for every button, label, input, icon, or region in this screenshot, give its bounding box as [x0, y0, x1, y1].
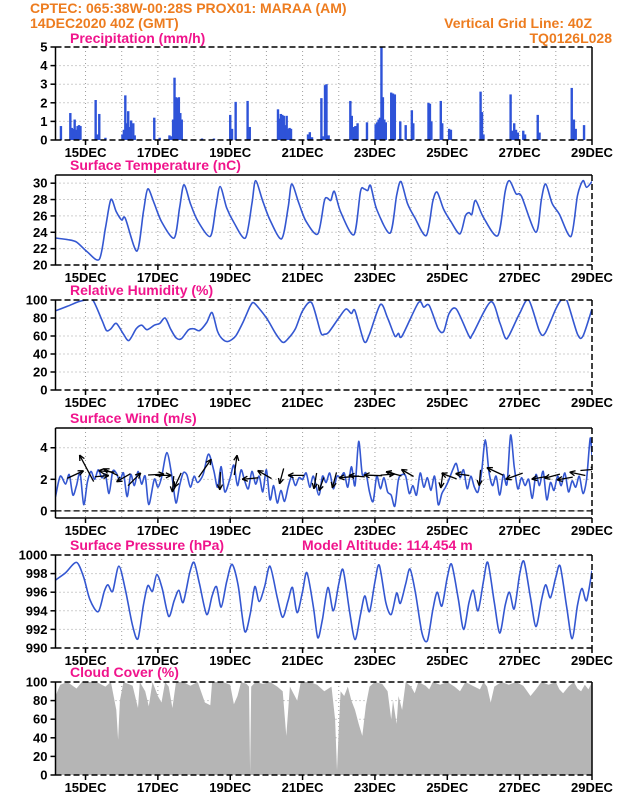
svg-text:992: 992	[25, 621, 48, 637]
header-station-line: CPTEC: 065:38W-00:28S PROX01: MARAA (AM)	[30, 0, 347, 16]
svg-text:60: 60	[33, 711, 48, 727]
svg-text:23DEC: 23DEC	[353, 145, 396, 160]
svg-text:19DEC: 19DEC	[209, 145, 252, 160]
svg-text:24: 24	[33, 224, 48, 240]
svg-text:15DEC: 15DEC	[64, 395, 107, 410]
header-run-datetime: 14DEC2020 40Z (GMT)	[30, 15, 179, 31]
svg-text:29DEC: 29DEC	[571, 145, 613, 160]
svg-text:998: 998	[25, 566, 48, 582]
svg-text:21DEC: 21DEC	[281, 653, 324, 668]
svg-text:27DEC: 27DEC	[498, 270, 541, 285]
svg-text:29DEC: 29DEC	[571, 653, 613, 668]
svg-text:5: 5	[40, 39, 48, 55]
svg-text:25DEC: 25DEC	[426, 653, 469, 668]
svg-text:994: 994	[25, 603, 48, 619]
svg-text:23DEC: 23DEC	[353, 653, 396, 668]
svg-text:29DEC: 29DEC	[571, 523, 613, 538]
svg-text:25DEC: 25DEC	[426, 395, 469, 410]
svg-text:1000: 1000	[18, 547, 48, 563]
svg-text:27DEC: 27DEC	[498, 523, 541, 538]
svg-text:19DEC: 19DEC	[209, 270, 252, 285]
svg-text:27DEC: 27DEC	[498, 395, 541, 410]
svg-text:17DEC: 17DEC	[136, 395, 179, 410]
panel-surface-wind	[40, 428, 613, 538]
svg-text:27DEC: 27DEC	[498, 780, 541, 795]
svg-text:29DEC: 29DEC	[571, 395, 613, 410]
svg-text:0: 0	[40, 503, 48, 519]
svg-text:0: 0	[40, 382, 48, 398]
svg-text:21DEC: 21DEC	[281, 145, 324, 160]
svg-text:100: 100	[25, 674, 48, 690]
svg-text:25DEC: 25DEC	[426, 523, 469, 538]
svg-text:23DEC: 23DEC	[353, 780, 396, 795]
cloud-cover-title: Cloud Cover (%)	[70, 664, 179, 680]
svg-text:3: 3	[40, 76, 48, 92]
svg-text:23DEC: 23DEC	[353, 395, 396, 410]
svg-text:25DEC: 25DEC	[426, 780, 469, 795]
svg-text:100: 100	[25, 292, 48, 308]
svg-text:19DEC: 19DEC	[209, 523, 252, 538]
svg-text:80: 80	[33, 693, 48, 709]
svg-text:20: 20	[33, 364, 48, 380]
svg-text:15DEC: 15DEC	[64, 523, 107, 538]
header-grid-line-note: Vertical Grid Line: 40Z	[444, 15, 592, 31]
svg-text:15DEC: 15DEC	[64, 780, 107, 795]
humidity-title: Relative Humidity (%)	[70, 282, 214, 298]
svg-text:30: 30	[33, 175, 48, 191]
svg-text:23DEC: 23DEC	[353, 523, 396, 538]
svg-text:28: 28	[33, 192, 48, 208]
svg-text:15DEC: 15DEC	[64, 270, 107, 285]
panel-surface-temperature	[33, 175, 614, 285]
svg-text:21DEC: 21DEC	[281, 780, 324, 795]
svg-text:990: 990	[25, 640, 48, 656]
svg-text:23DEC: 23DEC	[353, 270, 396, 285]
svg-text:996: 996	[25, 584, 48, 600]
svg-text:27DEC: 27DEC	[498, 145, 541, 160]
svg-text:27DEC: 27DEC	[498, 653, 541, 668]
svg-text:21DEC: 21DEC	[281, 270, 324, 285]
svg-text:4: 4	[40, 58, 48, 74]
svg-text:20: 20	[33, 748, 48, 764]
svg-text:2: 2	[40, 95, 48, 111]
svg-text:40: 40	[33, 346, 48, 362]
svg-text:17DEC: 17DEC	[136, 653, 179, 668]
svg-text:2: 2	[40, 471, 48, 487]
svg-text:17DEC: 17DEC	[136, 780, 179, 795]
panel-relative-humidity	[26, 293, 614, 411]
svg-text:4: 4	[40, 440, 48, 456]
svg-text:17DEC: 17DEC	[136, 270, 179, 285]
svg-text:19DEC: 19DEC	[209, 780, 252, 795]
svg-text:0: 0	[40, 767, 48, 783]
svg-text:19DEC: 19DEC	[209, 395, 252, 410]
svg-text:25DEC: 25DEC	[426, 270, 469, 285]
svg-text:17DEC: 17DEC	[136, 523, 179, 538]
panel-surface-pressure	[19, 548, 614, 669]
svg-text:29DEC: 29DEC	[571, 270, 613, 285]
svg-text:0: 0	[40, 132, 48, 148]
svg-text:29DEC: 29DEC	[571, 780, 613, 795]
panel-precipitation	[40, 40, 613, 161]
svg-text:17DEC: 17DEC	[136, 145, 179, 160]
precipitation-title: Precipitation (mm/h)	[70, 30, 206, 46]
svg-text:21DEC: 21DEC	[281, 395, 324, 410]
svg-text:20: 20	[33, 257, 48, 273]
svg-text:21DEC: 21DEC	[281, 523, 324, 538]
svg-text:15DEC: 15DEC	[64, 653, 107, 668]
panel-cloud-cover	[26, 675, 614, 796]
pressure-title: Surface Pressure (hPa)	[70, 537, 225, 553]
svg-text:25DEC: 25DEC	[426, 145, 469, 160]
model-altitude-label: Model Altitude: 114.454 m	[302, 537, 473, 553]
svg-text:80: 80	[33, 310, 48, 326]
svg-text:15DEC: 15DEC	[64, 145, 107, 160]
wind-title: Surface Wind (m/s)	[70, 410, 197, 426]
svg-text:22: 22	[33, 241, 48, 257]
temperature-title: Surface Temperature (nC)	[70, 157, 241, 173]
svg-text:19DEC: 19DEC	[209, 653, 252, 668]
svg-text:26: 26	[33, 208, 48, 224]
svg-text:60: 60	[33, 328, 48, 344]
svg-text:1: 1	[40, 113, 48, 129]
header-run-code: TQ0126L028	[529, 30, 612, 46]
svg-text:40: 40	[33, 730, 48, 746]
